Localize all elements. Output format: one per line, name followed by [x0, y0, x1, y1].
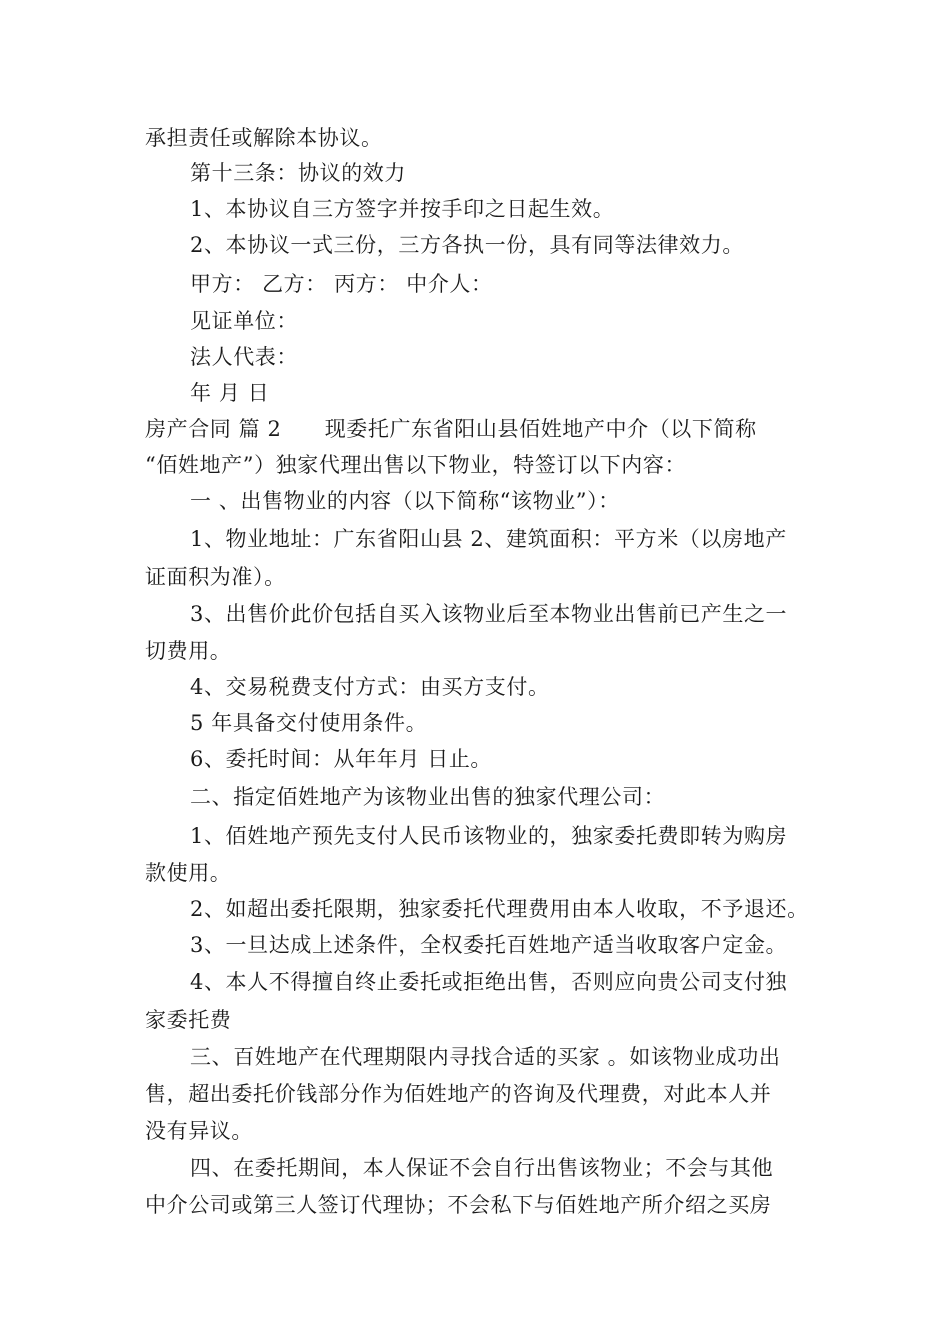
legal-representative: 法人代表：	[190, 345, 298, 369]
text-line: 5 年具备交付使用条件。	[190, 711, 428, 735]
text-line: 1、佰姓地产预先支付人民币该物业的，独家委托费即转为购房	[190, 824, 788, 848]
text-line: 3、出售价此价包括自买入该物业后至本物业出售前已产生之一	[190, 602, 788, 626]
text-line: 4、交易税费支付方式：由买方支付。	[190, 675, 550, 699]
text-line: 4、本人不得擅自终止委托或拒绝出售，否则应向贵公司支付独	[190, 970, 788, 994]
text-line: 3、一旦达成上述条件，全权委托百姓地产适当收取客户定金。	[190, 933, 788, 957]
section-heading: 房产合同 篇 2 现委托广东省阳山县佰姓地产中介（以下简称	[145, 417, 757, 441]
text-line: “佰姓地产”）独家代理出售以下物业，特签订以下内容：	[145, 453, 687, 477]
text-line: 一 、出售物业的内容（以下简称“该物业”）：	[190, 489, 620, 513]
text-line: 1、本协议自三方签字并按手印之日起生效。	[190, 197, 615, 221]
text-line: 证面积为准）。	[145, 565, 286, 589]
text-line: 款使用。	[145, 861, 232, 885]
text-line: 切费用。	[145, 639, 232, 663]
text-line: 家委托费	[145, 1008, 232, 1032]
text-line: 中介公司或第三人签订代理协；不会私下与佰姓地产所介绍之买房	[145, 1193, 772, 1217]
text-line: 售，超出委托价钱部分作为佰姓地产的咨询及代理费，对此本人并	[145, 1082, 772, 1106]
text-line: 2、本协议一式三份，三方各执一份，具有同等法律效力。	[190, 233, 744, 257]
witness-unit: 见证单位：	[190, 309, 298, 333]
text-line: 承担责任或解除本协议。	[145, 126, 383, 150]
text-line: 2、如超出委托限期，独家委托代理费用由本人收取，不予退还。	[190, 897, 809, 921]
signature-parties: 甲方： 乙方： 丙方： 中介人：	[190, 272, 493, 296]
text-line: 二、指定佰姓地产为该物业出售的独家代理公司：	[190, 785, 666, 809]
date-line: 年 月 日	[190, 381, 270, 405]
text-line: 四、在委托期间，本人保证不会自行出售该物业；不会与其他	[190, 1156, 774, 1180]
text-line: 6、委托时间：从年年月 日止。	[190, 747, 493, 771]
text-line: 三、百姓地产在代理期限内寻找合适的买家 。如该物业成功出	[190, 1045, 781, 1069]
text-line: 没有异议。	[145, 1119, 253, 1143]
text-line: 1、物业地址：广东省阳山县 2、建筑面积：平方米（以房地产	[190, 527, 787, 551]
article-heading: 第十三条：协议的效力	[190, 161, 406, 185]
